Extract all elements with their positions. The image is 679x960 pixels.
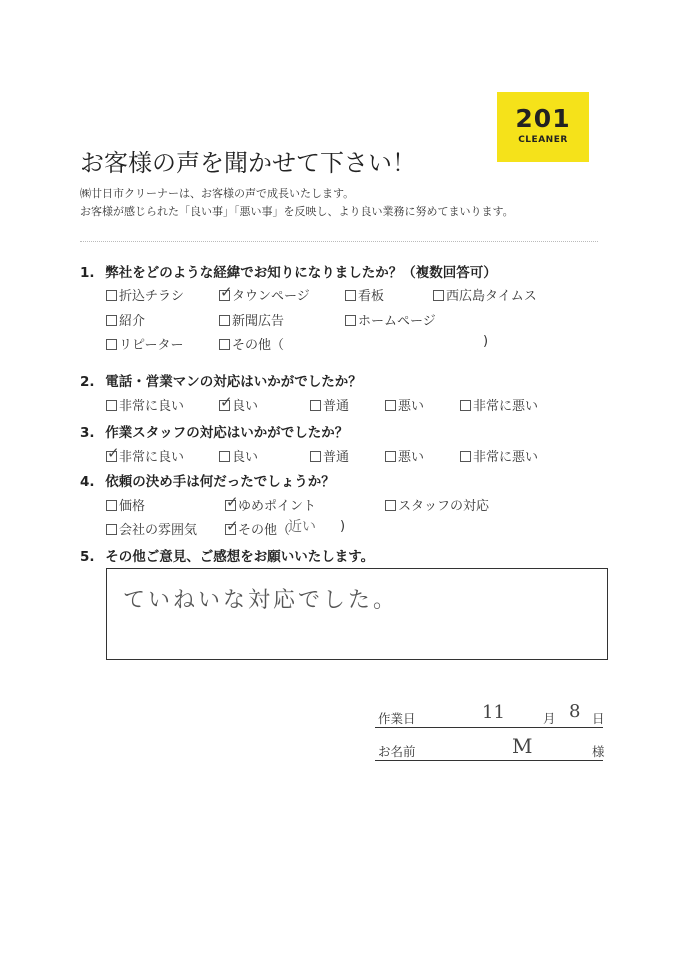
question-3-text: 作業スタッフの対応はいかがでしたか？ xyxy=(105,425,349,441)
checkbox[interactable] xyxy=(385,500,396,511)
q1-option-nishihiroshima-times[interactable]: 西広島タイムス xyxy=(433,285,537,304)
checkbox[interactable] xyxy=(106,400,117,411)
check-mark-icon: ✓ xyxy=(107,444,120,462)
work-date-underline xyxy=(375,727,603,728)
q4-other-close-paren: ) xyxy=(340,519,346,534)
month-unit: 月 xyxy=(543,711,556,726)
q1-option-shoukai[interactable]: 紹介 xyxy=(106,310,145,329)
check-mark-icon: ✓ xyxy=(220,283,233,301)
check-mark-icon: ✓ xyxy=(226,493,239,511)
checkbox[interactable] xyxy=(219,451,230,462)
intro-line-2: お客様が感じられた「良い事」「悪い事」を反映し、より良い業務に努めてまいります。 xyxy=(80,205,514,218)
honorific: 様 xyxy=(592,744,605,759)
question-2-text: 電話・営業マンの対応はいかがでしたか？ xyxy=(105,374,362,390)
checkbox[interactable] xyxy=(219,315,230,326)
q3-option-very-good[interactable]: ✓ 非常に良い xyxy=(107,444,185,465)
checkbox[interactable] xyxy=(345,290,356,301)
q2-option-very-bad[interactable]: 非常に悪い xyxy=(460,395,538,414)
question-1-text: 弊社をどのような経緯でお知りになりましたか？（複数回答可） xyxy=(105,265,497,281)
q1-other-close-paren: ) xyxy=(483,334,489,349)
q1-option-townpage[interactable]: ✓ タウンページ xyxy=(220,283,310,304)
question-5-number: 5. xyxy=(80,549,95,565)
checkbox[interactable] xyxy=(460,400,471,411)
checkbox[interactable] xyxy=(219,339,230,350)
checkbox-checked[interactable] xyxy=(219,393,233,411)
comment-handwritten-text: ていねいな対応でした。 xyxy=(123,588,399,613)
checkbox[interactable] xyxy=(106,524,117,535)
work-month-value: 11 xyxy=(482,702,505,723)
question-4 xyxy=(80,470,335,490)
question-1-number: 1. xyxy=(80,265,95,281)
q2-option-very-good[interactable]: 非常に良い xyxy=(106,395,184,414)
checkbox[interactable] xyxy=(106,339,117,350)
checkbox-checked[interactable] xyxy=(219,283,233,301)
question-4-number: 4. xyxy=(80,474,95,490)
q1-option-shinbun[interactable]: 新聞広告 xyxy=(219,310,284,329)
comment-box[interactable] xyxy=(106,568,608,660)
checkbox[interactable] xyxy=(345,315,356,326)
q1-option-repeater[interactable]: リピーター xyxy=(106,334,183,353)
checkbox-checked[interactable] xyxy=(225,493,239,511)
question-4-text: 依頼の決め手は何だったでしょうか？ xyxy=(105,474,335,490)
check-mark-icon: ✓ xyxy=(226,517,239,535)
customer-name-value: M xyxy=(512,734,533,758)
check-mark-icon: ✓ xyxy=(220,393,233,411)
checkbox[interactable] xyxy=(106,290,117,301)
q2-option-bad[interactable]: 悪い xyxy=(385,395,424,414)
divider xyxy=(80,241,598,242)
question-2-number: 2. xyxy=(80,374,95,390)
logo-name: CLEANER xyxy=(518,135,568,145)
q3-option-very-bad[interactable]: 非常に悪い xyxy=(460,446,538,465)
page-title: お客様の声を聞かせて下さい！ xyxy=(80,149,416,177)
q4-option-price[interactable]: 価格 xyxy=(106,495,145,514)
q4-option-other[interactable]: ✓ その他（ xyxy=(226,517,291,538)
question-2 xyxy=(80,370,362,390)
work-date-label: 作業日 xyxy=(378,711,416,726)
day-unit: 日 xyxy=(592,711,605,726)
q1-option-kanban[interactable]: 看板 xyxy=(345,285,384,304)
checkbox[interactable] xyxy=(385,451,396,462)
checkbox[interactable] xyxy=(106,500,117,511)
question-5 xyxy=(80,545,374,565)
company-logo xyxy=(497,92,589,162)
checkbox[interactable] xyxy=(310,400,321,411)
q1-option-orikomi[interactable]: 折込チラシ xyxy=(106,285,184,304)
intro-line-1: ㈱廿日市クリーナーは、お客様の声で成長いたします。 xyxy=(80,187,355,200)
checkbox[interactable] xyxy=(433,290,444,301)
checkbox[interactable] xyxy=(385,400,396,411)
question-3-number: 3. xyxy=(80,425,95,441)
logo-number: 201 xyxy=(515,104,571,133)
q4-other-handwritten-answer: 近い xyxy=(288,519,316,535)
name-label: お名前 xyxy=(378,744,416,759)
q4-option-yume-point[interactable]: ✓ ゆめポイント xyxy=(226,493,317,514)
checkbox[interactable] xyxy=(106,315,117,326)
question-5-text: その他ご意見、ご感想をお願いいたします。 xyxy=(105,549,375,565)
question-1 xyxy=(80,261,497,281)
q3-option-good[interactable]: 良い xyxy=(219,446,258,465)
checkbox-checked[interactable] xyxy=(106,444,120,462)
checkbox-checked[interactable] xyxy=(225,517,239,535)
work-day-value: 8 xyxy=(569,701,581,722)
q3-option-normal[interactable]: 普通 xyxy=(310,446,349,465)
name-underline xyxy=(375,760,603,761)
q2-option-good[interactable]: ✓ 良い xyxy=(220,393,259,414)
q4-option-atmosphere[interactable]: 会社の雰囲気 xyxy=(106,519,197,538)
q4-option-staff[interactable]: スタッフの対応 xyxy=(385,495,489,514)
checkbox[interactable] xyxy=(310,451,321,462)
q1-option-homepage[interactable]: ホームページ xyxy=(345,310,436,329)
question-3 xyxy=(80,421,348,441)
q2-option-normal[interactable]: 普通 xyxy=(310,395,349,414)
checkbox[interactable] xyxy=(460,451,471,462)
q1-option-other[interactable]: その他（ xyxy=(219,334,284,353)
q3-option-bad[interactable]: 悪い xyxy=(385,446,424,465)
